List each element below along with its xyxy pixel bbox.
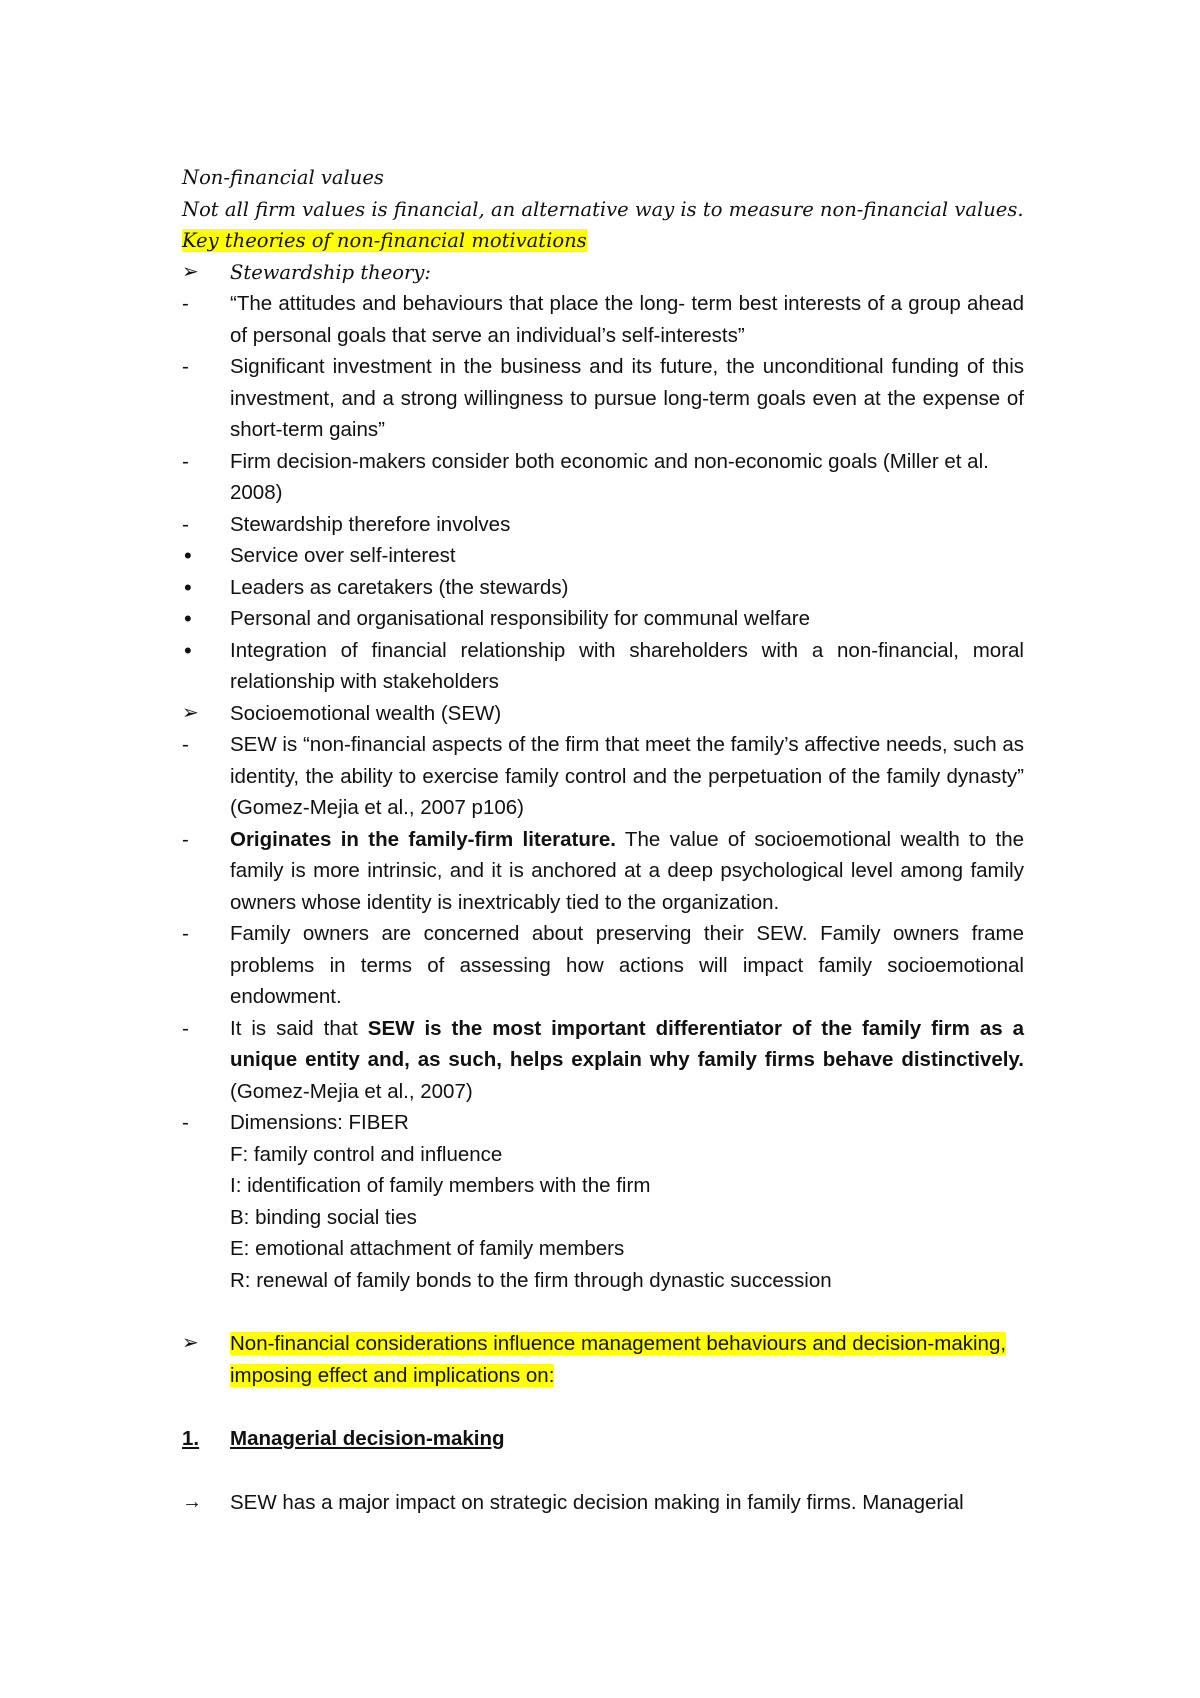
arrow-bullet-icon: ➢ — [182, 1332, 199, 1354]
dash-marker: - — [182, 1111, 189, 1134]
arrow-bullet-icon: ➢ — [182, 260, 199, 283]
stewardship-item — [182, 257, 1024, 289]
stewardship-point: Stewardship therefore involves — [230, 512, 511, 536]
sew-item — [182, 698, 1024, 730]
stewardship-point: Significant investment in the business and its future, the unconditional funding of this investment, and a strong willingness to pursue long-term goals even at the expense of short-term gains” — [230, 355, 1024, 441]
bullet-icon: • — [184, 543, 192, 568]
key-theories-heading — [182, 225, 1024, 257]
dash-marker: - — [182, 449, 189, 473]
list-item — [182, 509, 1024, 541]
sew-definition: SEW is “non-financial aspects of the firm that meet the family’s affective needs, such as identity, the ability to exercise family control and the perpetuation of the family dynasty” (Gomez-Mejia et al., 2007 p106) — [230, 733, 1024, 819]
dimension-line: E: emotional attachment of family members — [230, 1237, 625, 1260]
list-item — [182, 918, 1024, 1013]
right-arrow-icon: → — [182, 1490, 202, 1513]
list-item — [182, 1013, 1024, 1108]
considerations-item — [182, 1328, 1024, 1391]
bullet-icon: • — [184, 606, 192, 631]
stewardship-title: Stewardship theory: — [230, 260, 431, 284]
list-item — [182, 635, 1024, 698]
sew-title: Socioemotional wealth (SEW) — [230, 701, 502, 725]
sew-differentiator-pre: It is said that — [230, 1016, 368, 1040]
sew-preserving: Family owners are concerned about preserving their SEW. Family owners frame problems in terms of assessing how actions will impact family socioemotional endowment. — [230, 922, 1024, 1008]
stewardship-point: Firm decision-makers consider both economic and non-economic goals (Miller et al. 2008) — [230, 449, 989, 504]
involves-item: Service over self-interest — [230, 544, 456, 567]
arrow-bullet-icon: ➢ — [182, 701, 199, 724]
dimension-line: R: renewal of family bonds to the firm through dynastic succession — [230, 1268, 832, 1292]
sew-impact-item — [182, 1487, 1024, 1519]
dash-marker: - — [182, 292, 189, 315]
dash-marker: - — [182, 512, 189, 536]
involves-item: Integration of financial relationship with shareholders with a non-financial, moral relationship with stakeholders — [230, 638, 1024, 693]
sew-origin-bold: Originates in the family-firm literature. — [230, 827, 616, 851]
sew-impact-text: SEW has a major impact on strategic decision making in family firms. Managerial — [230, 1490, 964, 1514]
sew-origin-text: The value of socioemotional wealth to the family is more intrinsic, and it is anchored at a deep psychological level among family owners whose identity is inextricably tied to the organization. — [230, 827, 1024, 914]
list-item — [182, 351, 1024, 446]
list-item — [182, 824, 1024, 919]
list-item — [182, 446, 1024, 509]
list-item — [182, 540, 1024, 572]
section-1-heading — [182, 1423, 1024, 1455]
dimension-line: F: family control and influence — [230, 1142, 503, 1166]
key-theories-highlight: Key theories of non-financial motivations — [182, 229, 587, 252]
section-title: Managerial decision-making — [230, 1427, 505, 1450]
spacer — [182, 1391, 1024, 1423]
dash-marker: - — [182, 827, 189, 851]
dash-marker: - — [182, 355, 189, 378]
list-item — [182, 729, 1024, 824]
list-item — [182, 572, 1024, 604]
section-number: 1. — [182, 1427, 200, 1450]
intro-paragraph: Not all firm values is financial, an alternative way is to measure non-financial values. — [182, 197, 1024, 221]
sew-differentiator-bold: SEW is the most important differentiator of the family firm as a unique entity and, as such, helps explain why family firms behave distinctively. — [230, 1016, 1024, 1071]
involves-item: Personal and organisational responsibility for communal welfare — [230, 607, 810, 630]
list-item — [182, 603, 1024, 635]
section-heading: Non-financial values — [182, 166, 384, 189]
stewardship-point: “The attitudes and behaviours that place the long- term best interests of a group ahead of personal goals that serve an individual’s self-interests” — [230, 292, 1024, 347]
bullet-icon: • — [184, 637, 192, 663]
sew-differentiator-post: (Gomez-Mejia et al., 2007) — [230, 1079, 473, 1103]
considerations-text: Non-financial considerations influence management behaviours and decision-making, imposing effect and implications on: — [230, 1332, 1007, 1387]
spacer — [182, 1296, 1024, 1328]
spacer — [182, 1455, 1024, 1487]
bullet-icon: • — [184, 574, 192, 600]
dash-marker: - — [182, 733, 189, 756]
list-item — [182, 288, 1024, 351]
dimension-line: I: identification of family members with the firm — [230, 1174, 651, 1197]
dash-marker: - — [182, 1016, 189, 1040]
involves-item: Leaders as caretakers (the stewards) — [230, 575, 569, 599]
dimension-line: B: binding social ties — [230, 1205, 417, 1229]
dash-marker: - — [182, 922, 189, 945]
dimensions-title: Dimensions: FIBER — [230, 1111, 409, 1134]
list-item — [182, 1107, 1024, 1139]
